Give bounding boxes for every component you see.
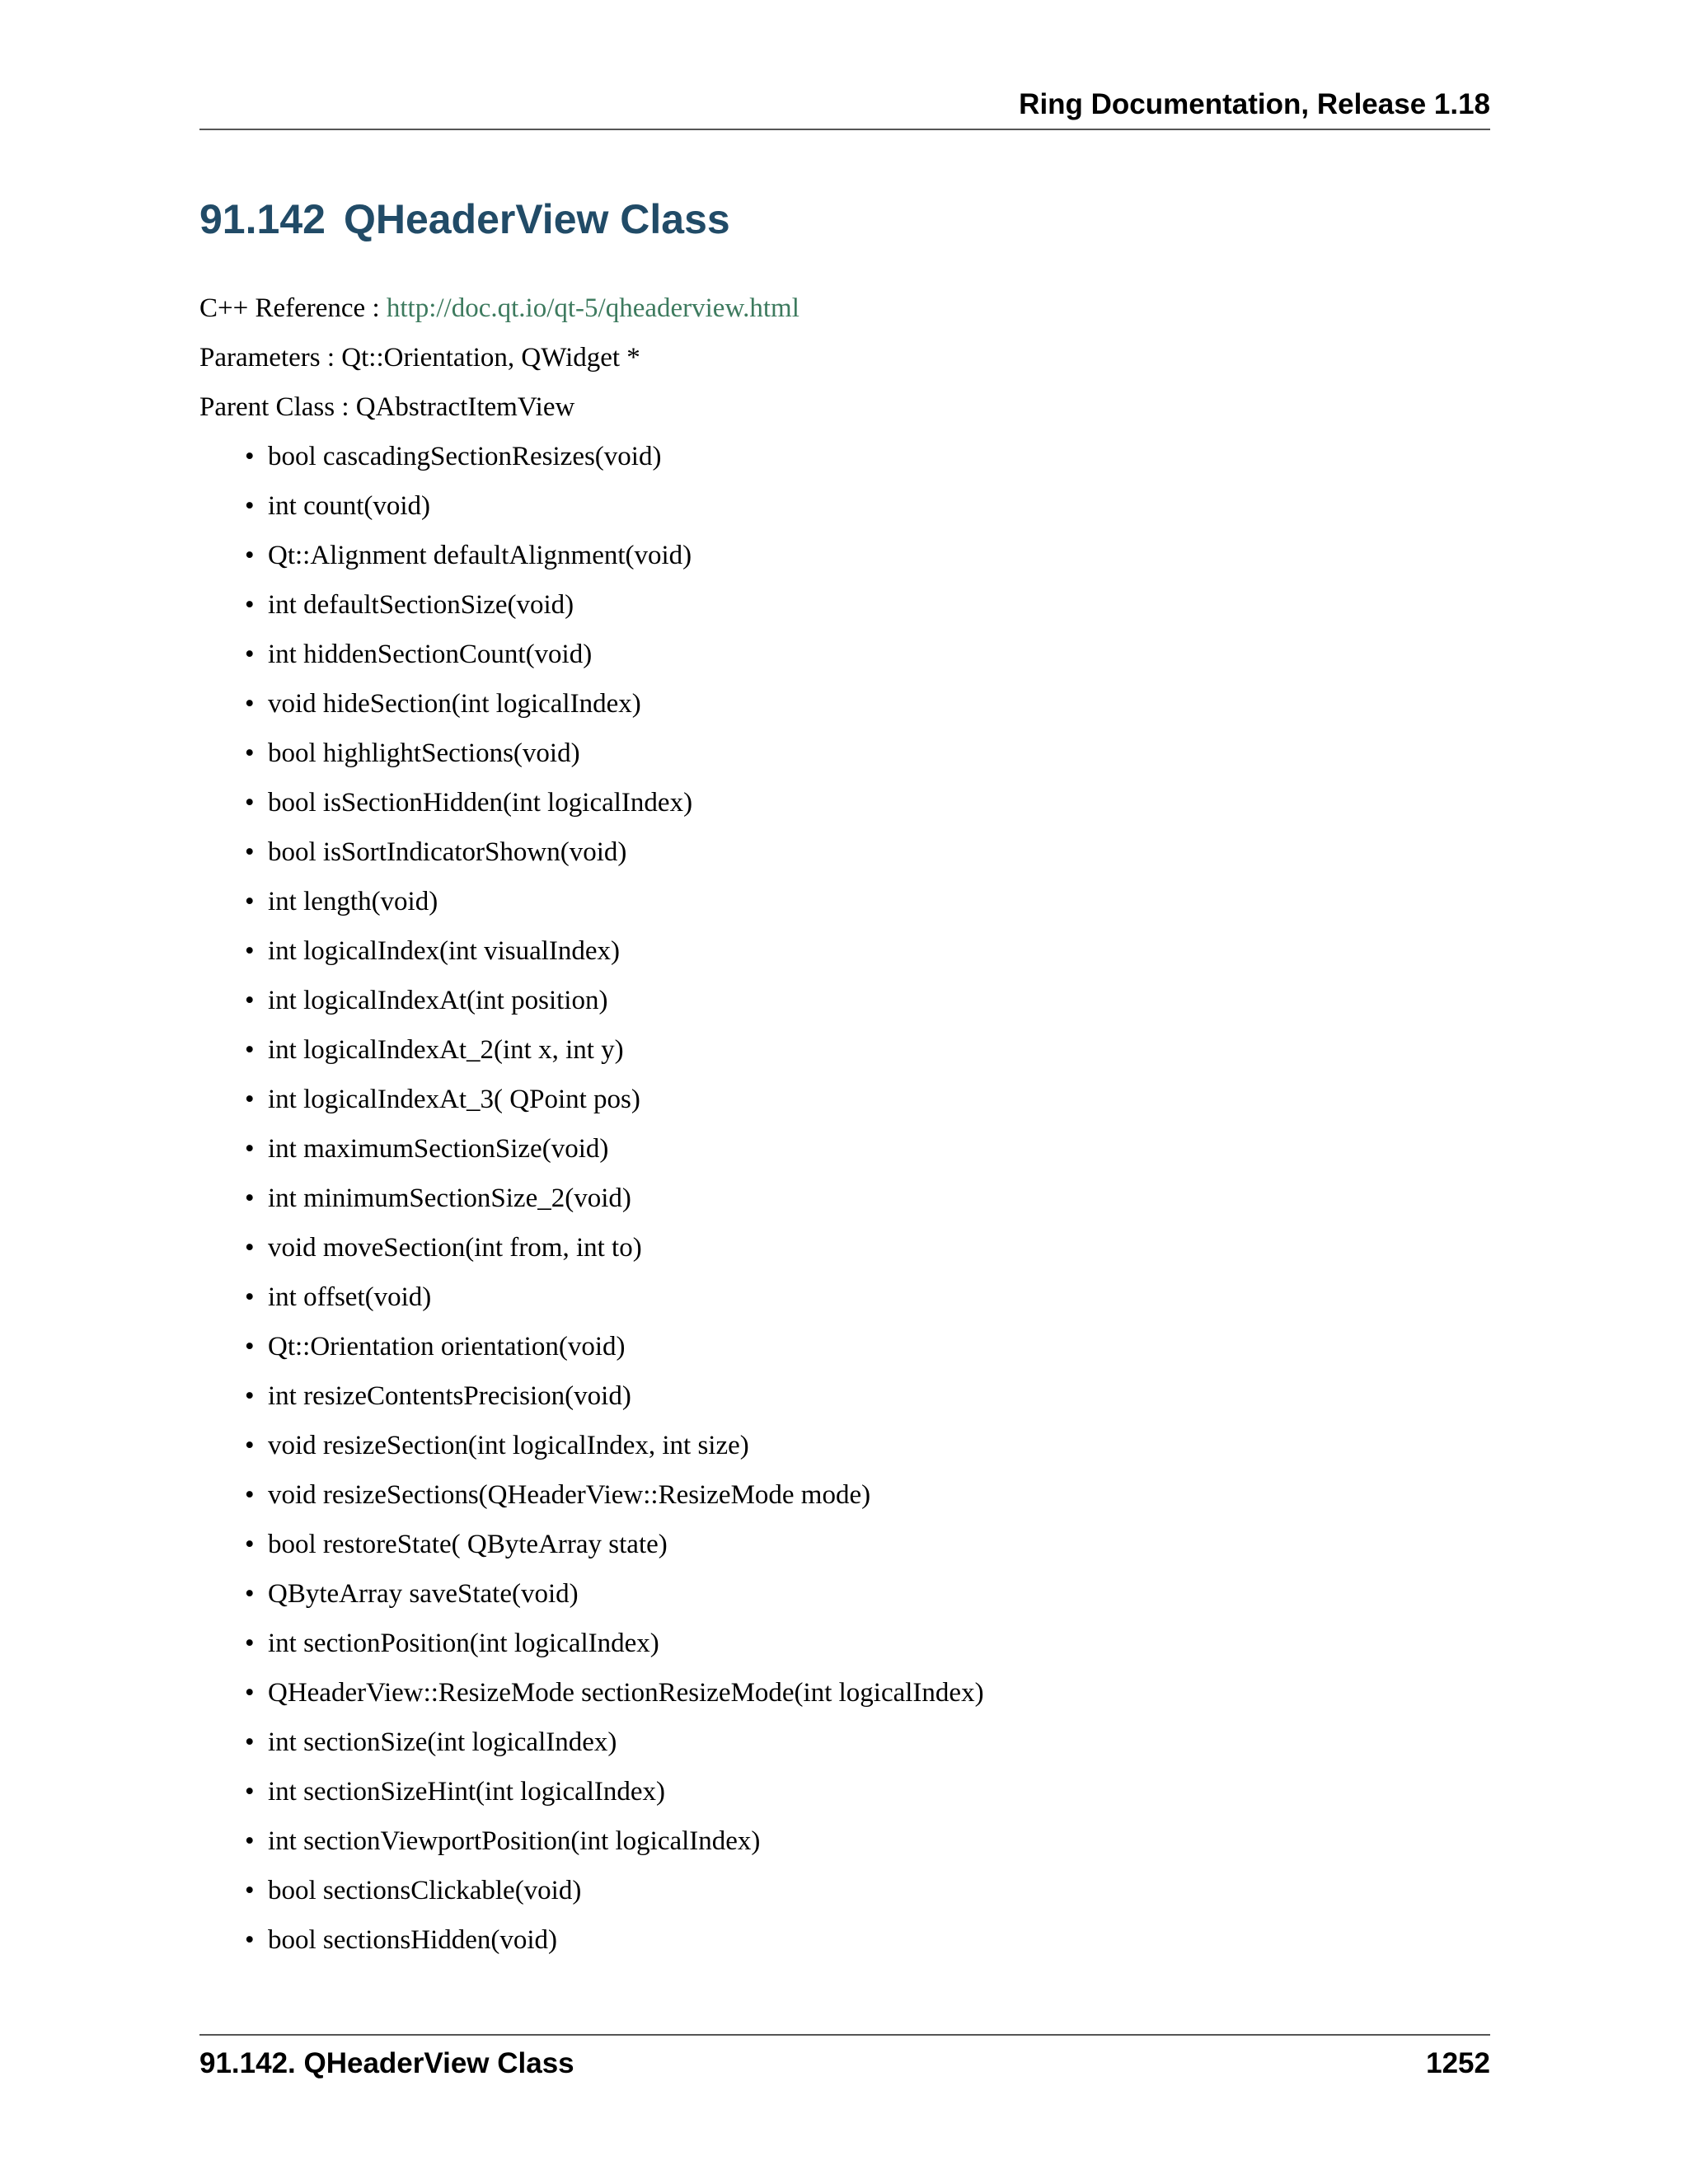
method-signature: int minimumSectionSize_2(void) bbox=[268, 1183, 631, 1213]
method-item bbox=[199, 1866, 984, 1915]
method-signature: int logicalIndexAt_3( QPoint pos) bbox=[268, 1085, 640, 1114]
method-item bbox=[199, 580, 984, 630]
method-signature: int logicalIndexAt(int position) bbox=[268, 986, 608, 1015]
method-signature: QHeaderView::ResizeMode sectionResizeMode(int logicalIndex) bbox=[268, 1678, 984, 1708]
section-name: QHeaderView Class bbox=[343, 196, 730, 242]
method-signature: int resizeContentsPrecision(void) bbox=[268, 1381, 631, 1411]
reference-link[interactable]: http://doc.qt.io/qt-5/qheaderview.html bbox=[386, 293, 799, 323]
method-item bbox=[199, 1470, 984, 1520]
method-item bbox=[199, 1272, 984, 1322]
bullet-icon: • bbox=[245, 1579, 255, 1609]
bullet-icon: • bbox=[245, 1183, 255, 1213]
method-item bbox=[199, 1174, 984, 1223]
method-item bbox=[199, 1619, 984, 1668]
reference-line bbox=[199, 284, 799, 333]
method-signature: bool highlightSections(void) bbox=[268, 738, 580, 768]
bullet-icon: • bbox=[245, 837, 255, 867]
method-signature: bool isSectionHidden(int logicalIndex) bbox=[268, 788, 693, 818]
section-title bbox=[199, 188, 730, 251]
method-signature: void moveSection(int from, int to) bbox=[268, 1233, 642, 1263]
parent-class-line bbox=[199, 382, 799, 432]
bullet-icon: • bbox=[245, 491, 255, 521]
bullet-icon: • bbox=[245, 1727, 255, 1757]
method-item bbox=[199, 679, 984, 729]
bullet-icon: • bbox=[245, 1876, 255, 1905]
method-item bbox=[199, 1371, 984, 1421]
bullet-icon: • bbox=[245, 1381, 255, 1411]
method-list bbox=[199, 432, 984, 1965]
bullet-icon: • bbox=[245, 1777, 255, 1807]
method-item bbox=[199, 1520, 984, 1569]
method-signature: bool restoreState( QByteArray state) bbox=[268, 1530, 668, 1559]
page-number: 1252 bbox=[1426, 2047, 1490, 2079]
running-footer bbox=[199, 2034, 1490, 2087]
method-signature: int count(void) bbox=[268, 491, 431, 521]
method-item bbox=[199, 1569, 984, 1619]
method-item bbox=[199, 432, 984, 481]
method-item bbox=[199, 778, 984, 827]
bullet-icon: • bbox=[245, 689, 255, 719]
bullet-icon: • bbox=[245, 1826, 255, 1856]
bullet-icon: • bbox=[245, 1332, 255, 1361]
parameters-value: Qt::Orientation, QWidget * bbox=[341, 343, 640, 373]
method-signature: int defaultSectionSize(void) bbox=[268, 590, 574, 620]
bullet-icon: • bbox=[245, 541, 255, 570]
method-signature: int sectionSize(int logicalIndex) bbox=[268, 1727, 617, 1757]
parent-class-value: QAbstractItemView bbox=[355, 392, 575, 422]
class-meta bbox=[199, 284, 799, 432]
method-item bbox=[199, 976, 984, 1025]
bullet-icon: • bbox=[245, 1134, 255, 1164]
bullet-icon: • bbox=[245, 1530, 255, 1559]
bullet-icon: • bbox=[245, 936, 255, 966]
method-item bbox=[199, 1322, 984, 1371]
method-signature: Qt::Alignment defaultAlignment(void) bbox=[268, 541, 692, 570]
method-item bbox=[199, 1124, 984, 1174]
reference-label: C++ Reference : bbox=[199, 293, 387, 323]
method-item bbox=[199, 531, 984, 580]
bullet-icon: • bbox=[245, 590, 255, 620]
method-item bbox=[199, 827, 984, 877]
bullet-icon: • bbox=[245, 442, 255, 471]
bullet-icon: • bbox=[245, 1480, 255, 1510]
parameters-label: Parameters : bbox=[199, 343, 342, 373]
parent-class-label: Parent Class : bbox=[199, 392, 356, 422]
bullet-icon: • bbox=[245, 887, 255, 916]
method-signature: void resizeSections(QHeaderView::ResizeMode mode) bbox=[268, 1480, 871, 1510]
bullet-icon: • bbox=[245, 1085, 255, 1114]
method-signature: int logicalIndexAt_2(int x, int y) bbox=[268, 1035, 624, 1065]
method-item bbox=[199, 1075, 984, 1124]
method-signature: int offset(void) bbox=[268, 1282, 432, 1312]
method-signature: int sectionPosition(int logicalIndex) bbox=[268, 1629, 659, 1658]
parameters-line bbox=[199, 333, 799, 382]
bullet-icon: • bbox=[245, 1678, 255, 1708]
method-item bbox=[199, 1816, 984, 1866]
method-item bbox=[199, 926, 984, 976]
method-item bbox=[199, 1421, 984, 1470]
bullet-icon: • bbox=[245, 738, 255, 768]
bullet-icon: • bbox=[245, 640, 255, 669]
method-signature: bool sectionsClickable(void) bbox=[268, 1876, 582, 1905]
method-signature: bool cascadingSectionResizes(void) bbox=[268, 442, 662, 471]
method-item bbox=[199, 877, 984, 926]
bullet-icon: • bbox=[245, 1629, 255, 1658]
method-signature: int maximumSectionSize(void) bbox=[268, 1134, 609, 1164]
method-signature: int sectionViewportPosition(int logicalIndex) bbox=[268, 1826, 761, 1856]
method-item bbox=[199, 630, 984, 679]
running-header bbox=[199, 89, 1490, 130]
method-item bbox=[199, 1915, 984, 1965]
bullet-icon: • bbox=[245, 986, 255, 1015]
method-item bbox=[199, 729, 984, 778]
method-item bbox=[199, 1223, 984, 1272]
method-signature: int logicalIndex(int visualIndex) bbox=[268, 936, 621, 966]
method-item bbox=[199, 1718, 984, 1767]
method-signature: bool sectionsHidden(void) bbox=[268, 1925, 558, 1955]
method-signature: bool isSortIndicatorShown(void) bbox=[268, 837, 627, 867]
method-signature: Qt::Orientation orientation(void) bbox=[268, 1332, 626, 1361]
method-signature: void resizeSection(int logicalIndex, int size) bbox=[268, 1431, 749, 1460]
bullet-icon: • bbox=[245, 1431, 255, 1460]
bullet-icon: • bbox=[245, 788, 255, 818]
bullet-icon: • bbox=[245, 1233, 255, 1263]
method-signature: int hiddenSectionCount(void) bbox=[268, 640, 593, 669]
document-title: Ring Documentation, Release 1.18 bbox=[1019, 88, 1490, 120]
method-item bbox=[199, 481, 984, 531]
method-signature: QByteArray saveState(void) bbox=[268, 1579, 579, 1609]
bullet-icon: • bbox=[245, 1282, 255, 1312]
footer-section: 91.142. QHeaderView Class bbox=[199, 2047, 574, 2079]
method-item bbox=[199, 1767, 984, 1816]
bullet-icon: • bbox=[245, 1925, 255, 1955]
method-item bbox=[199, 1668, 984, 1718]
bullet-icon: • bbox=[245, 1035, 255, 1065]
section-number: 91.142 bbox=[199, 196, 326, 242]
method-item bbox=[199, 1025, 984, 1075]
method-signature: int length(void) bbox=[268, 887, 438, 916]
method-signature: int sectionSizeHint(int logicalIndex) bbox=[268, 1777, 666, 1807]
method-signature: void hideSection(int logicalIndex) bbox=[268, 689, 641, 719]
